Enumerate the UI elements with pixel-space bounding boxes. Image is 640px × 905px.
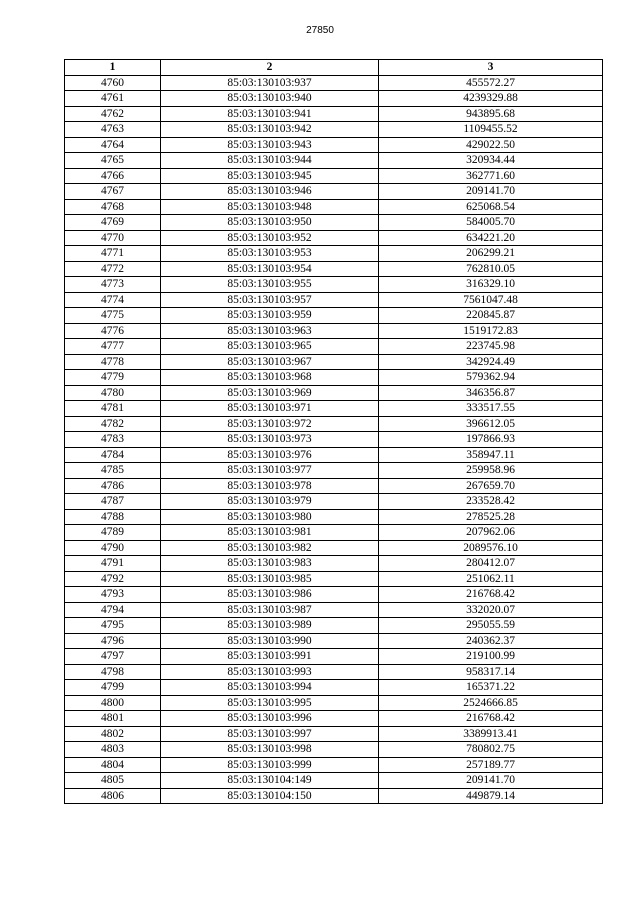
row-number-cell: 4796: [65, 633, 161, 649]
cadastral-number-cell: 85:03:130103:990: [161, 633, 379, 649]
row-number-cell: 4762: [65, 106, 161, 122]
page-number: 27850: [306, 25, 334, 36]
row-number-cell: 4764: [65, 137, 161, 153]
table-row: [65, 726, 603, 742]
value-cell: 358947.11: [379, 447, 603, 463]
cadastral-number-cell: 85:03:130103:981: [161, 525, 379, 541]
table-row: [65, 106, 603, 122]
row-number-cell: 4763: [65, 122, 161, 138]
table-row: [65, 711, 603, 727]
table-row: [65, 649, 603, 665]
cadastral-number-cell: 85:03:130103:989: [161, 618, 379, 634]
row-number-cell: 4792: [65, 571, 161, 587]
cadastral-number-cell: 85:03:130103:996: [161, 711, 379, 727]
row-number-cell: 4781: [65, 401, 161, 417]
cadastral-number-cell: 85:03:130103:983: [161, 556, 379, 572]
value-cell: 316329.10: [379, 277, 603, 293]
value-cell: 7561047.48: [379, 292, 603, 308]
cadastral-number-cell: 85:03:130103:994: [161, 680, 379, 696]
row-number-cell: 4803: [65, 742, 161, 758]
row-number-cell: 4789: [65, 525, 161, 541]
table-row: [65, 463, 603, 479]
value-cell: 165371.22: [379, 680, 603, 696]
table-row: [65, 509, 603, 525]
row-number-cell: 4769: [65, 215, 161, 231]
table-header-row: [65, 60, 603, 76]
table-body: [65, 75, 603, 804]
value-cell: 634221.20: [379, 230, 603, 246]
column-header-3: 3: [379, 60, 603, 76]
cadastral-number-cell: 85:03:130103:954: [161, 261, 379, 277]
cadastral-number-cell: 85:03:130103:995: [161, 695, 379, 711]
value-cell: 209141.70: [379, 773, 603, 789]
row-number-cell: 4772: [65, 261, 161, 277]
cadastral-number-cell: 85:03:130103:940: [161, 91, 379, 107]
row-number-cell: 4780: [65, 385, 161, 401]
table-row: [65, 292, 603, 308]
value-cell: 240362.37: [379, 633, 603, 649]
table-row: [65, 494, 603, 510]
row-number-cell: 4788: [65, 509, 161, 525]
table-row: [65, 478, 603, 494]
table-row: [65, 199, 603, 215]
row-number-cell: 4786: [65, 478, 161, 494]
table-row: [65, 742, 603, 758]
value-cell: 762810.05: [379, 261, 603, 277]
row-number-cell: 4778: [65, 354, 161, 370]
value-cell: 3389913.41: [379, 726, 603, 742]
cadastral-number-cell: 85:03:130103:986: [161, 587, 379, 603]
row-number-cell: 4785: [65, 463, 161, 479]
value-cell: 333517.55: [379, 401, 603, 417]
table-row: [65, 571, 603, 587]
cadastral-number-cell: 85:03:130103:972: [161, 416, 379, 432]
row-number-cell: 4784: [65, 447, 161, 463]
row-number-cell: 4801: [65, 711, 161, 727]
row-number-cell: 4802: [65, 726, 161, 742]
cadastral-number-cell: 85:03:130103:942: [161, 122, 379, 138]
value-cell: 429022.50: [379, 137, 603, 153]
cadastral-number-cell: 85:03:130103:953: [161, 246, 379, 262]
value-cell: 579362.94: [379, 370, 603, 386]
cadastral-number-cell: 85:03:130103:977: [161, 463, 379, 479]
cadastral-value-table: [64, 59, 603, 804]
value-cell: 257189.77: [379, 757, 603, 773]
row-number-cell: 4761: [65, 91, 161, 107]
table-row: [65, 215, 603, 231]
row-number-cell: 4787: [65, 494, 161, 510]
row-number-cell: 4766: [65, 168, 161, 184]
cadastral-number-cell: 85:03:130103:943: [161, 137, 379, 153]
row-number-cell: 4774: [65, 292, 161, 308]
value-cell: 209141.70: [379, 184, 603, 200]
cadastral-number-cell: 85:03:130103:959: [161, 308, 379, 324]
table-row: [65, 153, 603, 169]
table-row: [65, 680, 603, 696]
row-number-cell: 4793: [65, 587, 161, 603]
value-cell: 584005.70: [379, 215, 603, 231]
value-cell: 278525.28: [379, 509, 603, 525]
cadastral-number-cell: 85:03:130104:149: [161, 773, 379, 789]
table-row: [65, 618, 603, 634]
value-cell: 233528.42: [379, 494, 603, 510]
table-row: [65, 184, 603, 200]
row-number-cell: 4790: [65, 540, 161, 556]
table-row: [65, 556, 603, 572]
value-cell: 197866.93: [379, 432, 603, 448]
row-number-cell: 4776: [65, 323, 161, 339]
table-row: [65, 308, 603, 324]
row-number-cell: 4800: [65, 695, 161, 711]
table-row: [65, 137, 603, 153]
cadastral-number-cell: 85:03:130103:945: [161, 168, 379, 184]
table-row: [65, 416, 603, 432]
value-cell: 259958.96: [379, 463, 603, 479]
value-cell: 396612.05: [379, 416, 603, 432]
cadastral-number-cell: 85:03:130103:971: [161, 401, 379, 417]
table-row: [65, 602, 603, 618]
value-cell: 206299.21: [379, 246, 603, 262]
cadastral-number-cell: 85:03:130103:978: [161, 478, 379, 494]
row-number-cell: 4798: [65, 664, 161, 680]
value-cell: 625068.54: [379, 199, 603, 215]
row-number-cell: 4805: [65, 773, 161, 789]
row-number-cell: 4795: [65, 618, 161, 634]
cadastral-number-cell: 85:03:130103:946: [161, 184, 379, 200]
table-row: [65, 401, 603, 417]
table-row: [65, 664, 603, 680]
cadastral-number-cell: 85:03:130103:991: [161, 649, 379, 665]
table-row: [65, 587, 603, 603]
cadastral-number-cell: 85:03:130103:987: [161, 602, 379, 618]
value-cell: 280412.07: [379, 556, 603, 572]
table-row: [65, 168, 603, 184]
table-row: [65, 91, 603, 107]
row-number-cell: 4760: [65, 75, 161, 91]
row-number-cell: 4775: [65, 308, 161, 324]
cadastral-number-cell: 85:03:130104:150: [161, 788, 379, 804]
value-cell: 207962.06: [379, 525, 603, 541]
cadastral-number-cell: 85:03:130103:976: [161, 447, 379, 463]
value-cell: 267659.70: [379, 478, 603, 494]
row-number-cell: 4794: [65, 602, 161, 618]
table-row: [65, 525, 603, 541]
row-number-cell: 4767: [65, 184, 161, 200]
table-row: [65, 788, 603, 804]
value-cell: 320934.44: [379, 153, 603, 169]
value-cell: 958317.14: [379, 664, 603, 680]
cadastral-number-cell: 85:03:130103:955: [161, 277, 379, 293]
value-cell: 2524666.85: [379, 695, 603, 711]
table-row: [65, 773, 603, 789]
cadastral-number-cell: 85:03:130103:993: [161, 664, 379, 680]
cadastral-number-cell: 85:03:130103:963: [161, 323, 379, 339]
value-cell: 219100.99: [379, 649, 603, 665]
row-number-cell: 4791: [65, 556, 161, 572]
table-row: [65, 385, 603, 401]
cadastral-number-cell: 85:03:130103:973: [161, 432, 379, 448]
cadastral-number-cell: 85:03:130103:969: [161, 385, 379, 401]
value-cell: 216768.42: [379, 587, 603, 603]
cadastral-number-cell: 85:03:130103:997: [161, 726, 379, 742]
value-cell: 362771.60: [379, 168, 603, 184]
value-cell: 2089576.10: [379, 540, 603, 556]
row-number-cell: 4779: [65, 370, 161, 386]
table-row: [65, 633, 603, 649]
table-row: [65, 261, 603, 277]
table-row: [65, 432, 603, 448]
cadastral-number-cell: 85:03:130103:968: [161, 370, 379, 386]
cadastral-number-cell: 85:03:130103:965: [161, 339, 379, 355]
row-number-cell: 4797: [65, 649, 161, 665]
row-number-cell: 4768: [65, 199, 161, 215]
table-row: [65, 695, 603, 711]
row-number-cell: 4806: [65, 788, 161, 804]
row-number-cell: 4777: [65, 339, 161, 355]
value-cell: 449879.14: [379, 788, 603, 804]
column-header-1: 1: [65, 60, 161, 76]
column-header-2: 2: [161, 60, 379, 76]
value-cell: 332020.07: [379, 602, 603, 618]
value-cell: 223745.98: [379, 339, 603, 355]
value-cell: 251062.11: [379, 571, 603, 587]
value-cell: 1109455.52: [379, 122, 603, 138]
table-row: [65, 540, 603, 556]
cadastral-number-cell: 85:03:130103:979: [161, 494, 379, 510]
value-cell: 295055.59: [379, 618, 603, 634]
table-row: [65, 246, 603, 262]
cadastral-number-cell: 85:03:130103:982: [161, 540, 379, 556]
table-row: [65, 447, 603, 463]
cadastral-number-cell: 85:03:130103:950: [161, 215, 379, 231]
row-number-cell: 4771: [65, 246, 161, 262]
row-number-cell: 4765: [65, 153, 161, 169]
cadastral-number-cell: 85:03:130103:998: [161, 742, 379, 758]
cadastral-number-cell: 85:03:130103:957: [161, 292, 379, 308]
cadastral-number-cell: 85:03:130103:980: [161, 509, 379, 525]
cadastral-number-cell: 85:03:130103:952: [161, 230, 379, 246]
value-cell: 455572.27: [379, 75, 603, 91]
row-number-cell: 4782: [65, 416, 161, 432]
table-row: [65, 75, 603, 91]
cadastral-number-cell: 85:03:130103:944: [161, 153, 379, 169]
cadastral-number-cell: 85:03:130103:948: [161, 199, 379, 215]
table-row: [65, 339, 603, 355]
value-cell: 342924.49: [379, 354, 603, 370]
cadastral-number-cell: 85:03:130103:985: [161, 571, 379, 587]
row-number-cell: 4799: [65, 680, 161, 696]
table-row: [65, 323, 603, 339]
value-cell: 780802.75: [379, 742, 603, 758]
row-number-cell: 4770: [65, 230, 161, 246]
value-cell: 943895.68: [379, 106, 603, 122]
cadastral-number-cell: 85:03:130103:937: [161, 75, 379, 91]
table-row: [65, 230, 603, 246]
value-cell: 216768.42: [379, 711, 603, 727]
cadastral-number-cell: 85:03:130103:941: [161, 106, 379, 122]
cadastral-number-cell: 85:03:130103:999: [161, 757, 379, 773]
table-row: [65, 277, 603, 293]
table-row: [65, 370, 603, 386]
value-cell: 1519172.83: [379, 323, 603, 339]
cadastral-number-cell: 85:03:130103:967: [161, 354, 379, 370]
table-row: [65, 122, 603, 138]
row-number-cell: 4783: [65, 432, 161, 448]
table-row: [65, 354, 603, 370]
value-cell: 220845.87: [379, 308, 603, 324]
row-number-cell: 4773: [65, 277, 161, 293]
value-cell: 346356.87: [379, 385, 603, 401]
row-number-cell: 4804: [65, 757, 161, 773]
table-row: [65, 757, 603, 773]
value-cell: 4239329.88: [379, 91, 603, 107]
